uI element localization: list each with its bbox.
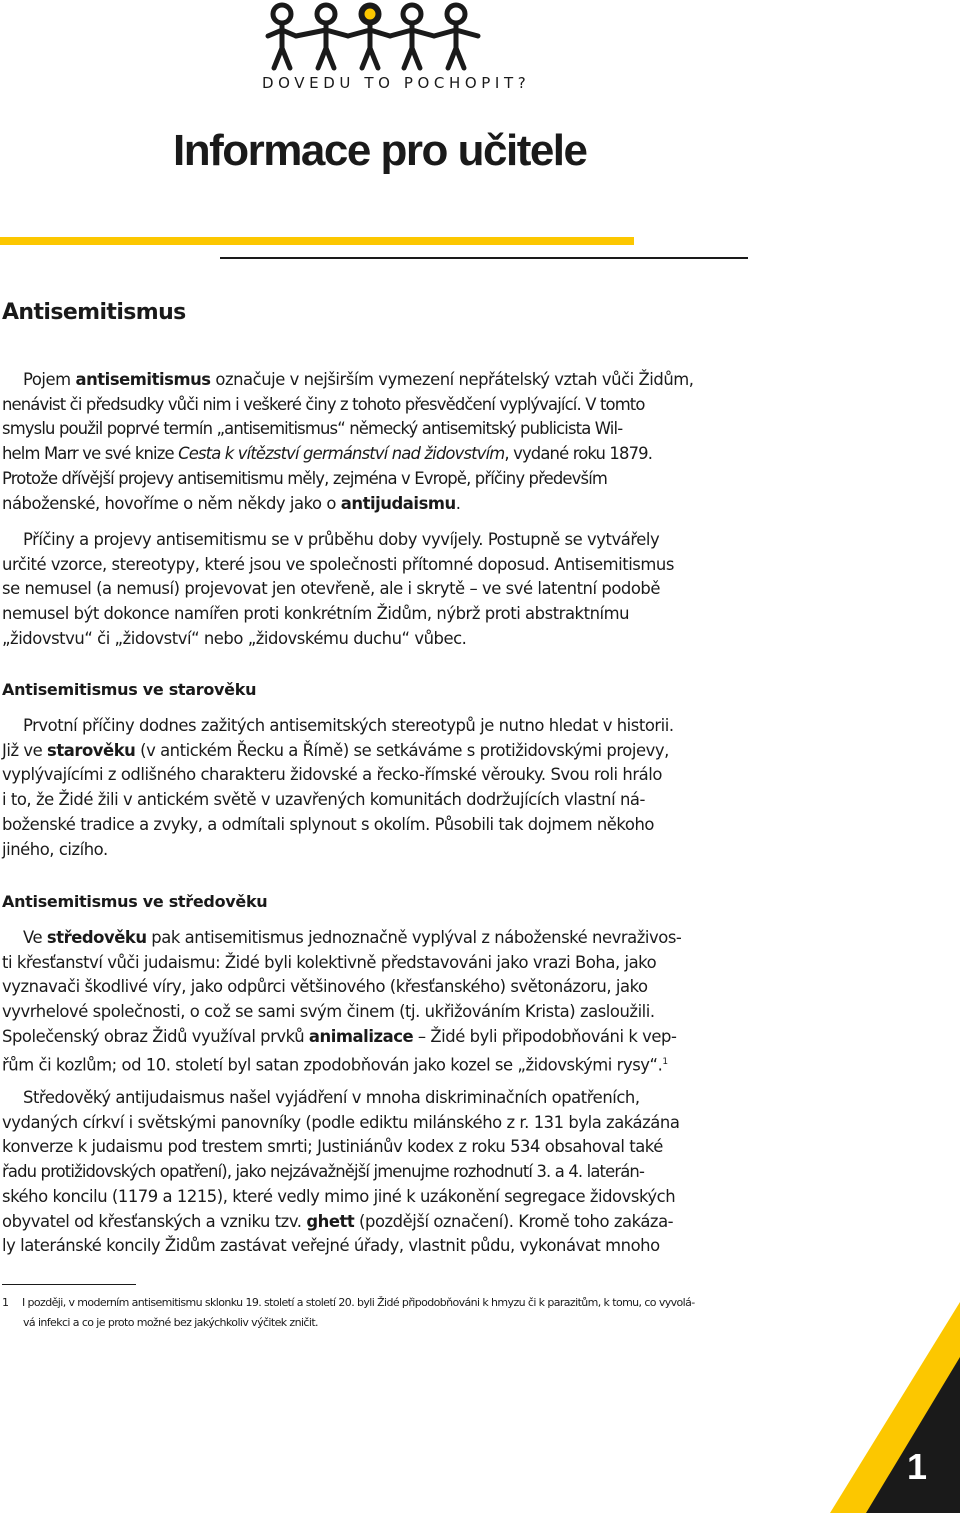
page-number: 1 [907,1446,928,1487]
text-line: nenávist či předsudky vůči nim i veškeré činy z tohoto přesvědčení vyplývající. V tomto [2,394,645,414]
text-line: Středověký antijudaismus našel vyjádření v mnoha diskriminačních opatřeních, [23,1088,640,1107]
text-line: obyvatel od křesťanských a vzniku tzv. ghett (pozdější označení). Kromě toho zakáza- [2,1211,674,1231]
text-line: i to, že Židé žili v antickém světě v uzavřených komunitách dodržujících vlastní ná- [2,790,645,810]
heading-middle-ages: Antisemitismus ve středověku [2,892,268,911]
text-line: vyplývajícími z odlišného charakteru židovské a řecko-římské věrouky. Svou roli hrálo [2,765,662,785]
text-line: nemusel být dokonce namířen proti konkrétním Židům, nýbrž proti abstraktnímu [2,604,630,624]
text-line: Pojem antisemitismus označuje v nejširším vymezení nepřátelský vztah vůči Židům, [23,370,694,389]
footnote-line: 1 I později, v moderním antisemitismu sklonku 19. století a století 20. byli Židé připodobňováni k hmyzu či k parazitům, k tomu, co vyvolá- [2,1296,695,1309]
text-line: ského koncilu (1179 a 1215), které vedly mimo jiné k uzákonění segregace židovských [2,1186,676,1206]
paragraph-development [2,528,748,652]
text-line: Již ve starověku (v antickém Řecku a Římě) se setkáváme s protižidovskými projevy, [2,740,669,760]
text-line: Prvotní příčiny dodnes zažitých antisemitských stereotypů je nutno hledat v historii. [23,716,674,735]
text-line: vyznavači škodlivé víry, jako odpůrci většinového (křesťanského) světonázoru, jako [2,977,648,997]
text-line: řadu protižidovských opatření), jako nejzávažnější jmenujme rozhodnutí 3. a 4. laterán- [2,1162,645,1182]
paragraph-antijudaism [2,1086,748,1259]
text-line: náboženské, hovoříme o něm někdy jako o antijudaismu. [2,493,461,513]
text-line: Příčiny a projevy antisemitismu se v průběhu doby vyvíjely. Postupně se vytvářely [23,530,660,549]
text-line: Společenský obraz Židů využíval prvků animalizace – Židé byli připodobňováni k vep- [2,1026,677,1046]
footnote [2,1293,748,1333]
text-line: určité vzorce, stereotypy, které jsou ve společnosti přítomné doposud. Antisemitismus [2,554,674,574]
text-line: konverze k judaismu pod trestem smrti; Justiniánův kodex z roku 534 obsahoval také [2,1137,663,1157]
text-line: vydaných církví i světskými panovníky (podle ediktu milánského z r. 131 byla zakázána [2,1112,680,1132]
text-line: řům či kozlům; od 10. století byl satan zpodobňován jako kozel se „židovskými rysy“.$^1$ [2,1054,668,1074]
text-line: Ve středověku pak antisemitismus jednoznačně vyplýval z náboženské nevraživos- [23,928,682,947]
page-title: Informace pro učitele [173,126,587,175]
people-chain-icon [262,0,492,72]
text-line: ti křesťanství vůči judaismu: Židé byli kolektivně představováni jako vrazi Boha, jako [2,952,657,972]
paragraph-definition [2,368,748,516]
paragraph-antiquity [2,714,748,862]
footnote-ref: 1 [662,1056,668,1067]
text-line: smyslu použil poprvé termín „antisemitismus“ německý antisemitský publicista Wil- [2,419,623,439]
text-line: Protože dřívější projevy antisemitismu měly, zejména v Evropě, příčiny především [2,468,608,488]
text-line: se nemusel (a nemusí) projevovat jen otevřeně, ale i skrytě – ve své latentní podobě [2,579,661,599]
logo [262,0,531,96]
heading-antiquity: Antisemitismus ve starověku [2,680,257,699]
header-rule [220,257,748,259]
logo-text: DOVEDU TO POCHOPIT? [262,74,531,92]
text-line: „židovstvu“ či „židovství“ nebo „židovskému duchu“ vůbec. [2,628,467,648]
text-line: ly lateránské koncily Židům zastávat veřejné úřady, vlastnit půdu, vykonávat mnoho [2,1236,660,1256]
page-corner-decoration [830,1302,960,1513]
accent-bar [0,237,634,245]
footnote-rule [2,1284,136,1285]
paragraph-middle-ages [2,926,748,1078]
text-line: helm Marr ve své knize Cesta k vítězství germánství nad židovstvím, vydané roku 1879. [2,444,653,464]
text-line: boženské tradice a zvyky, a odmítali splynout s okolím. Působili tak dojmem někoho [2,814,654,834]
footnote-line: vá infekci a co je proto možné bez jakýchkoliv výčitek zničit. [23,1316,318,1329]
text-line: vyvrhelové společnosti, o což se sami svým činem (tj. ukřižováním Krista) zasloužili. [2,1002,655,1022]
text-line: jiného, cizího. [2,839,108,859]
section-title: Antisemitismus [2,300,186,325]
